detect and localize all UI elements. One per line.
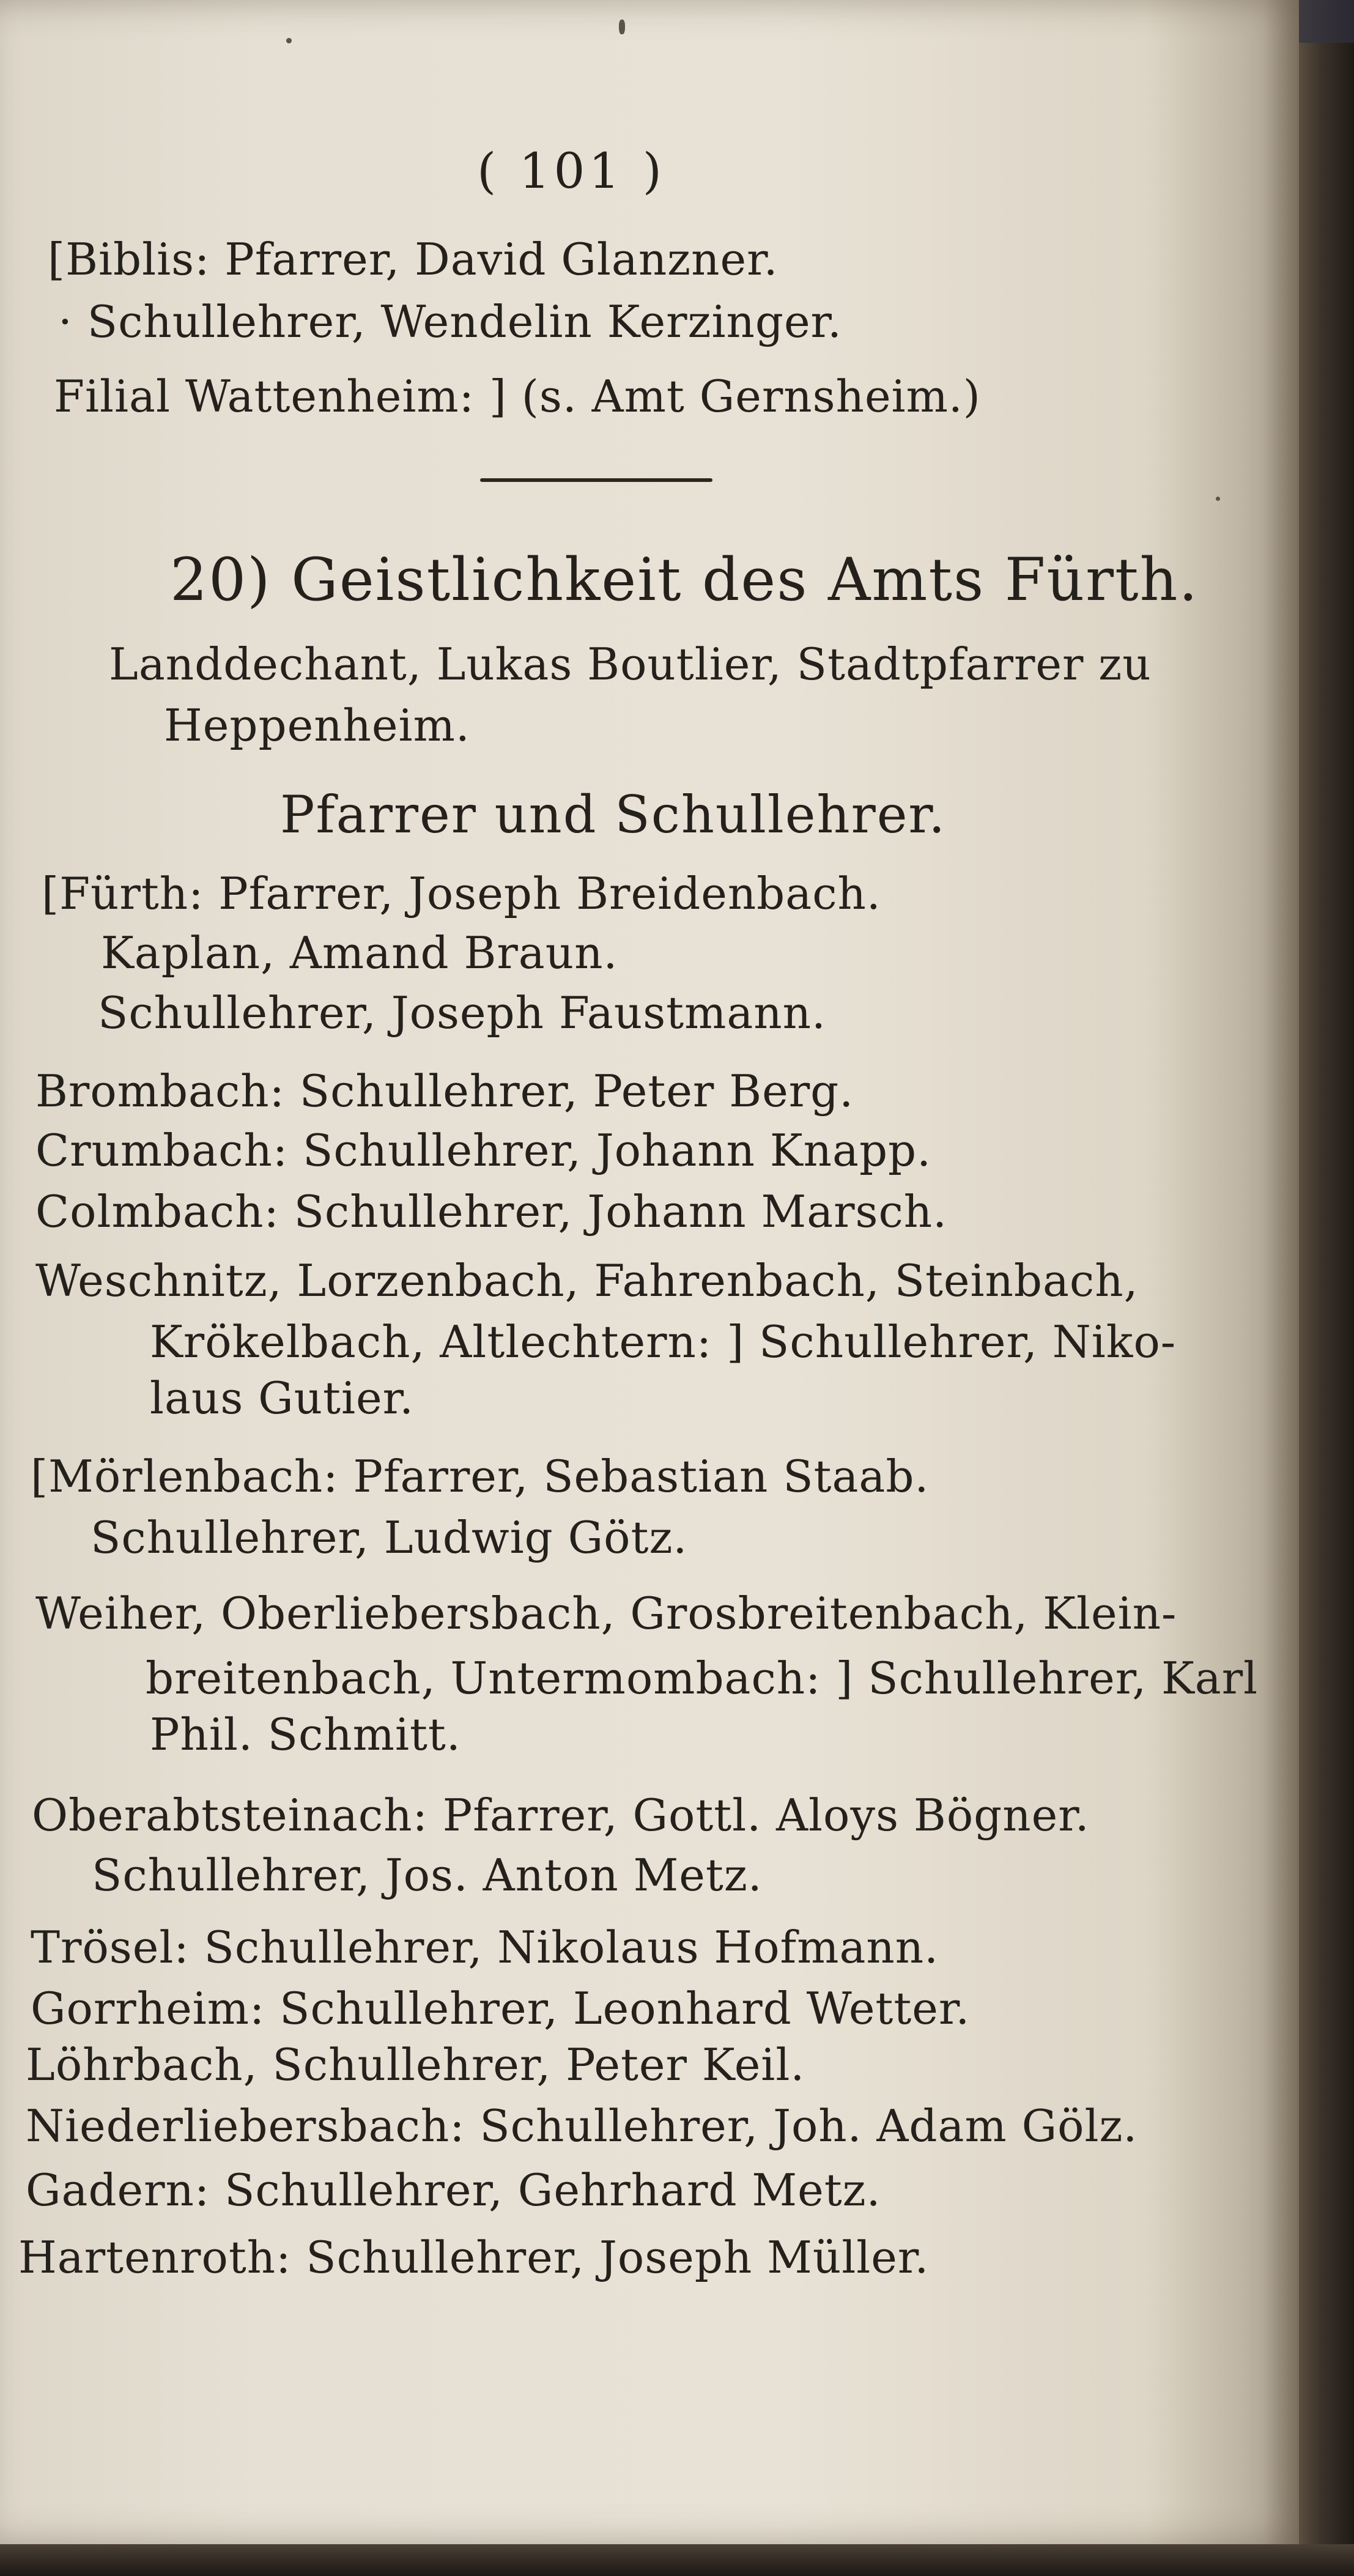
entry-weschnitz-continued: Krökelbach, Altlechtern: ] Schullehrer, Niko- <box>150 1316 1177 1368</box>
section-divider <box>480 478 712 482</box>
entry-loehrbach: Löhrbach, Schullehrer, Peter Keil. <box>26 2039 805 2090</box>
entry-brombach: Brombach: Schullehrer, Peter Berg. <box>35 1065 854 1117</box>
section-title: 20) Geistlichkeit des Amts Fürth. <box>170 546 1199 614</box>
entry-gadern: Gadern: Schullehrer, Gehrhard Metz. <box>26 2164 881 2216</box>
entry-weiher-continued: breitenbach, Untermombach: ] Schullehrer, Karl <box>146 1653 1259 1704</box>
entry-troesel: Trösel: Schullehrer, Nikolaus Hofmann. <box>31 1922 939 1973</box>
entry-fuerth-chaplain: Kaplan, Amand Braun. <box>101 927 618 979</box>
entry-crumbach: Crumbach: Schullehrer, Johann Knapp. <box>35 1125 932 1176</box>
entry-moerlenbach-pastor: [Mörlenbach: Pfarrer, Sebastian Staab. <box>31 1451 930 1502</box>
entry-niederliebersbach: Niederliebersbach: Schullehrer, Joh. Adam Gölz. <box>26 2100 1138 2152</box>
book-spine <box>1299 0 1354 2576</box>
ink-speck <box>619 20 625 34</box>
spine-band <box>1299 0 1354 43</box>
ink-speck <box>1216 497 1220 501</box>
ink-speck <box>286 38 292 43</box>
biblis-pastor-line: [Biblis: Pfarrer, David Glanzner. <box>48 234 779 285</box>
entry-gorrheim: Gorrheim: Schullehrer, Leonhard Wetter. <box>31 1983 971 2034</box>
biblis-teacher-line: · Schullehrer, Wendelin Kerzinger. <box>58 296 842 347</box>
filial-wattenheim-line: Filial Wattenheim: ] (s. Amt Gernsheim.) <box>54 371 981 422</box>
dean-line: Landdechant, Lukas Boutlier, Stadtpfarrer zu <box>109 638 1152 690</box>
entry-fuerth-teacher: Schullehrer, Joseph Faustmann. <box>98 987 826 1038</box>
page-number: ( 101 ) <box>477 142 665 199</box>
page-edge-shadow <box>0 2544 1354 2576</box>
entry-hartenroth: Hartenroth: Schullehrer, Joseph Müller. <box>18 2232 930 2283</box>
entry-fuerth-pastor: [Fürth: Pfarrer, Joseph Breidenbach. <box>42 868 881 919</box>
entry-oberabtsteinach-teacher: Schullehrer, Jos. Anton Metz. <box>92 1849 763 1901</box>
entry-moerlenbach-teacher: Schullehrer, Ludwig Götz. <box>91 1512 688 1563</box>
entry-weschnitz-continued: laus Gutier. <box>150 1372 415 1424</box>
subheading: Pfarrer und Schullehrer. <box>280 785 947 845</box>
entry-colmbach: Colmbach: Schullehrer, Johann Marsch. <box>35 1186 948 1237</box>
entry-weiher-continued: Phil. Schmitt. <box>150 1709 461 1760</box>
entry-weschnitz: Weschnitz, Lorzenbach, Fahrenbach, Steinbach, <box>35 1255 1139 1306</box>
entry-oberabtsteinach-pastor: Oberabtsteinach: Pfarrer, Gottl. Aloys Bögner. <box>32 1790 1090 1841</box>
entry-weiher: Weiher, Oberliebersbach, Grosbreitenbach, Klein- <box>35 1588 1177 1639</box>
dean-line-continued: Heppenheim. <box>164 700 470 751</box>
